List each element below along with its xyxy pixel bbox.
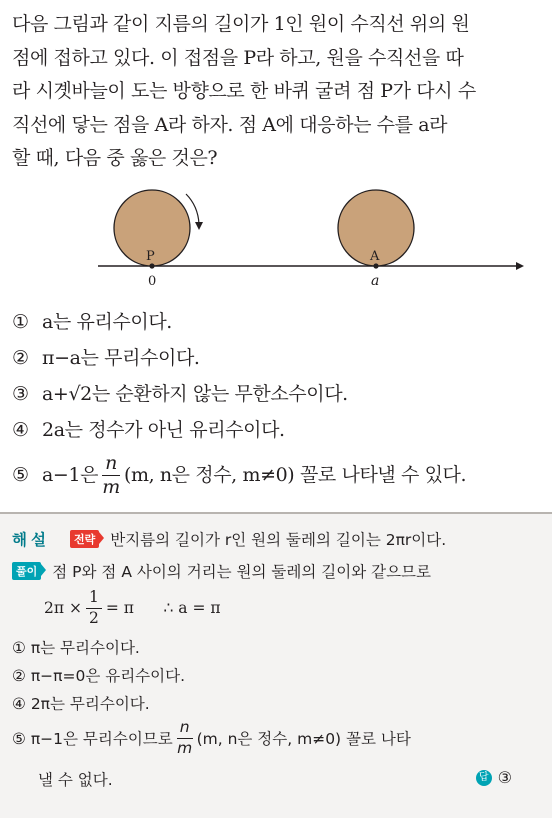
equation-pre: 2π ×: [44, 599, 82, 617]
number-line-arrow: [516, 262, 524, 270]
choice-text-post: (m, n은 정수, m≠0) 꼴로 나타낼 수 있다.: [123, 464, 467, 486]
strategy-text: 반지름의 길이가 r인 원의 둘레의 길이는 2πr이다.: [110, 531, 447, 549]
question-line-4: 직선에 닿는 점을 A라 하자. 점 A에 대응하는 수를 a라: [12, 113, 448, 136]
badge-arrow-icon: [41, 564, 46, 576]
choice-5[interactable]: [12, 448, 547, 502]
fraction-n-over-m: [177, 720, 193, 756]
item5-pre: ⑤ π−1은 무리수이므로: [12, 730, 173, 748]
choice-text: a는 유리수이다.: [42, 311, 172, 333]
strategy-badge: 전략: [70, 530, 99, 548]
denominator: 2: [88, 608, 99, 627]
solution-equation: [44, 590, 221, 626]
numerator: n: [177, 720, 193, 739]
numerator: n: [102, 454, 120, 476]
point-P: [149, 263, 154, 268]
choice-4[interactable]: [12, 412, 547, 448]
tick-label-a: a: [371, 273, 380, 289]
choice-number: ③: [12, 383, 29, 405]
question-line-2: 점에 접하고 있다. 이 접점을 P라 하고, 원을 수직선을 따: [12, 46, 464, 69]
solution-item-5: [12, 720, 411, 756]
numerator: 1: [86, 590, 102, 609]
choice-text: π−a는 무리수이다.: [42, 347, 200, 369]
choice-text: 2a는 정수가 아닌 유리수이다.: [42, 419, 285, 441]
solution-work-line: [12, 560, 431, 582]
solution-heading: 해설: [12, 531, 50, 549]
work-badge: 풀이: [12, 562, 41, 580]
badge-arrow-icon: [99, 532, 104, 544]
work-text: 점 P와 점 A 사이의 거리는 원의 둘레의 길이와 같으므로: [52, 563, 431, 581]
rotation-arrowhead-icon: [195, 222, 203, 230]
item5-post: (m, n은 정수, m≠0) 꼴로 나타: [196, 730, 411, 748]
fraction-n-over-m: [102, 451, 120, 498]
question: [12, 8, 544, 176]
choice-2[interactable]: [12, 340, 547, 376]
solution-item-1: ① π는 무리수이다.: [12, 639, 140, 657]
choice-number: ②: [12, 347, 29, 369]
equation-post: = π ∴ a = π: [105, 599, 221, 617]
solution-item-5-continued: 낼 수 없다.: [38, 771, 113, 789]
solution-item-4: ④ 2π는 무리수이다.: [12, 695, 150, 713]
solution-item-2: ② π−π=0은 유리수이다.: [12, 667, 186, 685]
question-line-5: 할 때, 다음 중 옳은 것은?: [12, 147, 218, 169]
question-line-1: 다음 그림과 같이 지름의 길이가 1인 원이 수직선 위의 원: [12, 13, 470, 35]
choice-text: a+√2는 순환하지 않는 무한소수이다.: [42, 383, 348, 405]
tick-label-0: 0: [148, 274, 157, 289]
choice-text-pre: a−1은: [42, 464, 99, 486]
choice-1[interactable]: [12, 304, 547, 340]
question-line-3: 라 시곗바늘이 도는 방향으로 한 바퀴 굴려 점 P가 다시 수: [12, 80, 476, 102]
solution-strategy-line: [12, 528, 446, 550]
choice-number: ⑤: [12, 464, 29, 486]
label-A: A: [370, 249, 380, 264]
answer-choices: [12, 304, 547, 502]
label-P: P: [146, 249, 155, 264]
choice-number: ①: [12, 311, 29, 333]
answer-icon: 답: [476, 770, 492, 786]
fraction-one-half: [86, 590, 102, 626]
choice-3[interactable]: [12, 376, 547, 412]
rolling-circle-figure: [0, 186, 552, 296]
denominator: m: [102, 475, 120, 498]
choice-number: ④: [12, 419, 29, 441]
point-A: [373, 263, 378, 268]
denominator: m: [177, 738, 193, 757]
answer-value: ③: [497, 768, 512, 787]
answer-mark: [476, 768, 512, 787]
